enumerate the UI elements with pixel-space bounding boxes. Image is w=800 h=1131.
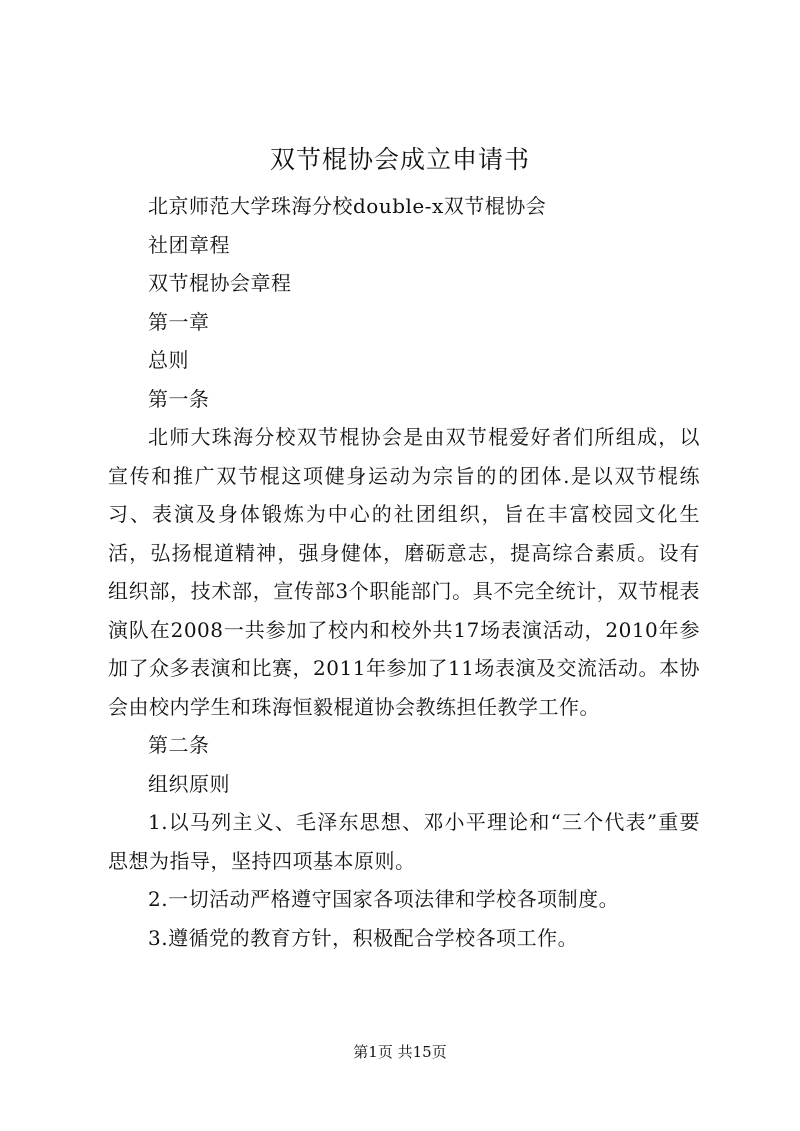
- paragraph-association-charter: 双节棍协会章程: [148, 271, 292, 295]
- section-heading-general: 总则: [148, 348, 189, 372]
- section-heading-principles: 组织原则: [148, 771, 230, 796]
- paragraph-club-charter: 社团章程: [148, 232, 230, 257]
- article-1-body: 北师大珠海分校双节棍协会是由双节棍爱好者们所组成，以宣传和推广双节棍这项健身运动为宗旨的的团体.是以双节棍练习、表演及身体锻炼为中心的社团组织，旨在丰富校园文化生活，弘扬棍道精神，强身健体，磨砺意志，提高综合素质。设有组织部，技术部，宣传部3个职能部门。具不完全统计，双节棍表演队在2008一共参加了校内和校外共17场表演活动，2010年参加了众多表演和比赛，2011年参加了11场表演及交流活动。本协会由校内学生和珠海恒毅棍道协会教练担任教学工作。: [108, 425, 700, 719]
- principle-item-1: 1.以马列主义、毛泽东思想、邓小平理论和“三个代表”重要思想为指导，坚持四项基本原则。: [108, 810, 700, 873]
- chapter-heading: 第一章: [148, 309, 210, 334]
- document-body: [108, 187, 700, 957]
- page-number-footer: 第1页 共15页: [353, 1043, 447, 1061]
- paragraph-school-association: 北京师范大学珠海分校double-x双节棍协会: [148, 194, 547, 218]
- article-heading-2: 第二条: [148, 733, 210, 757]
- document-title: 双节棍协会成立申请书: [269, 145, 530, 174]
- principle-item-3: 3.遵循党的教育方针，积极配合学校各项工作。: [148, 925, 579, 950]
- article-heading-1: 第一条: [148, 386, 210, 411]
- principle-item-2: 2.一切活动严格遵守国家各项法律和学校各项制度。: [148, 887, 620, 911]
